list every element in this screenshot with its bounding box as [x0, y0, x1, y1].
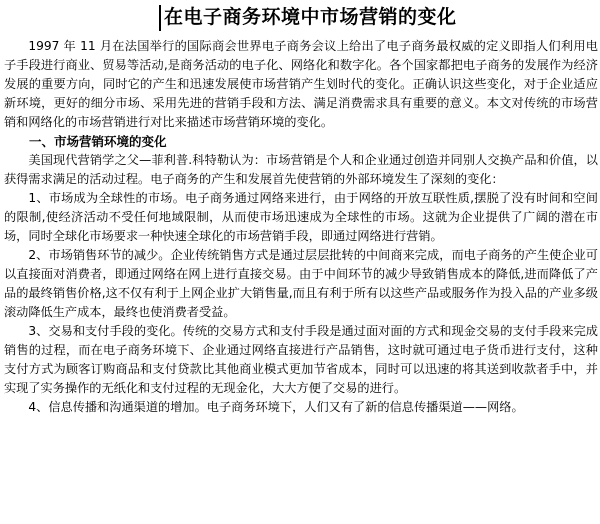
- point-paragraph-3: 3、交易和支付手段的变化。传统的交易方式和支付手段是通过面对面的方式和现金交易的支付手段来完成销售的过程，而在电子商务环境下、企业通过网络直接进行产品销售，这时就可通过电子货币进行支付，这种支付方式为顾客订购商品和支付贷款比其他商业模式更加节省成本，同时可以迅速的将其送到收款者手中，并实现了实务操作的无纸化和支付过程的无现金化，大大方便了交易的进行。: [4, 324, 598, 395]
- text-cursor: [159, 5, 161, 31]
- page-title: 在电子商务环境中市场营销的变化: [164, 6, 457, 28]
- section-lead-paragraph: 美国现代营销学之父—菲利普.科特勒认为：市场营销是个人和企业通过创造并同别人交换产品和价值，以获得需求满足的活动过程。电子商务的产生和发展首先使营销的外部环境发生了深刻的变化：: [4, 153, 598, 186]
- point-paragraph-1: 1、市场成为全球性的市场。电子商务通过网络来进行，由于网络的开放互联性质,摆脱了没有时间和空间的限制,使经济活动不受任何地域限制，从而使市场迅速成为全球性的市场。这就为企业提供了广阔的潜在市场，同时全球化市场要求一种快速全球化的市场营销手段，即通过网络进行营销。: [4, 191, 598, 243]
- intro-paragraph: 1997 年 11 月在法国举行的国际商会世界电子商务会议上给出了电子商务最权威的定义即指人们利用电子手段进行商业、贸易等活动,是商务活动的电子化、网络化和数字化。各个国家都把电子商务的发展作为经济发展的重要方向，同时它的产生和迅速发展使市场营销产生划时代的变化。正确认识这些变化，对于企业适应新环境，更好的细分市场、采用先进的营销手段和方法、满足消费需求具有重要的意义。本文对传统的市场营销和网络化的市场营销进行对比来描述市场营销环境的变化。: [4, 39, 598, 129]
- article-body: [4, 37, 598, 417]
- section-heading: 一、市场营销环境的变化: [29, 134, 167, 149]
- point-paragraph-4: 4、信息传播和沟通渠道的增加。电子商务环境下，人们又有了新的信息传播渠道——网络。: [28, 400, 524, 414]
- point-paragraph-2: 2、市场销售环节的减少。企业传统销售方式是通过层层批转的中间商来完成，而电子商务的产生使企业可以直接面对消费者，即通过网络在网上进行直接交易。由于中间环节的减少导致销售成本的降低,进而降低了产品的最终销售价格,这不仅有利于上网企业扩大销售量,而且有利于所有以这些产品或服务作为投入品的产业多级滚动降低生产成本，最终也使消费者受益。: [4, 248, 598, 319]
